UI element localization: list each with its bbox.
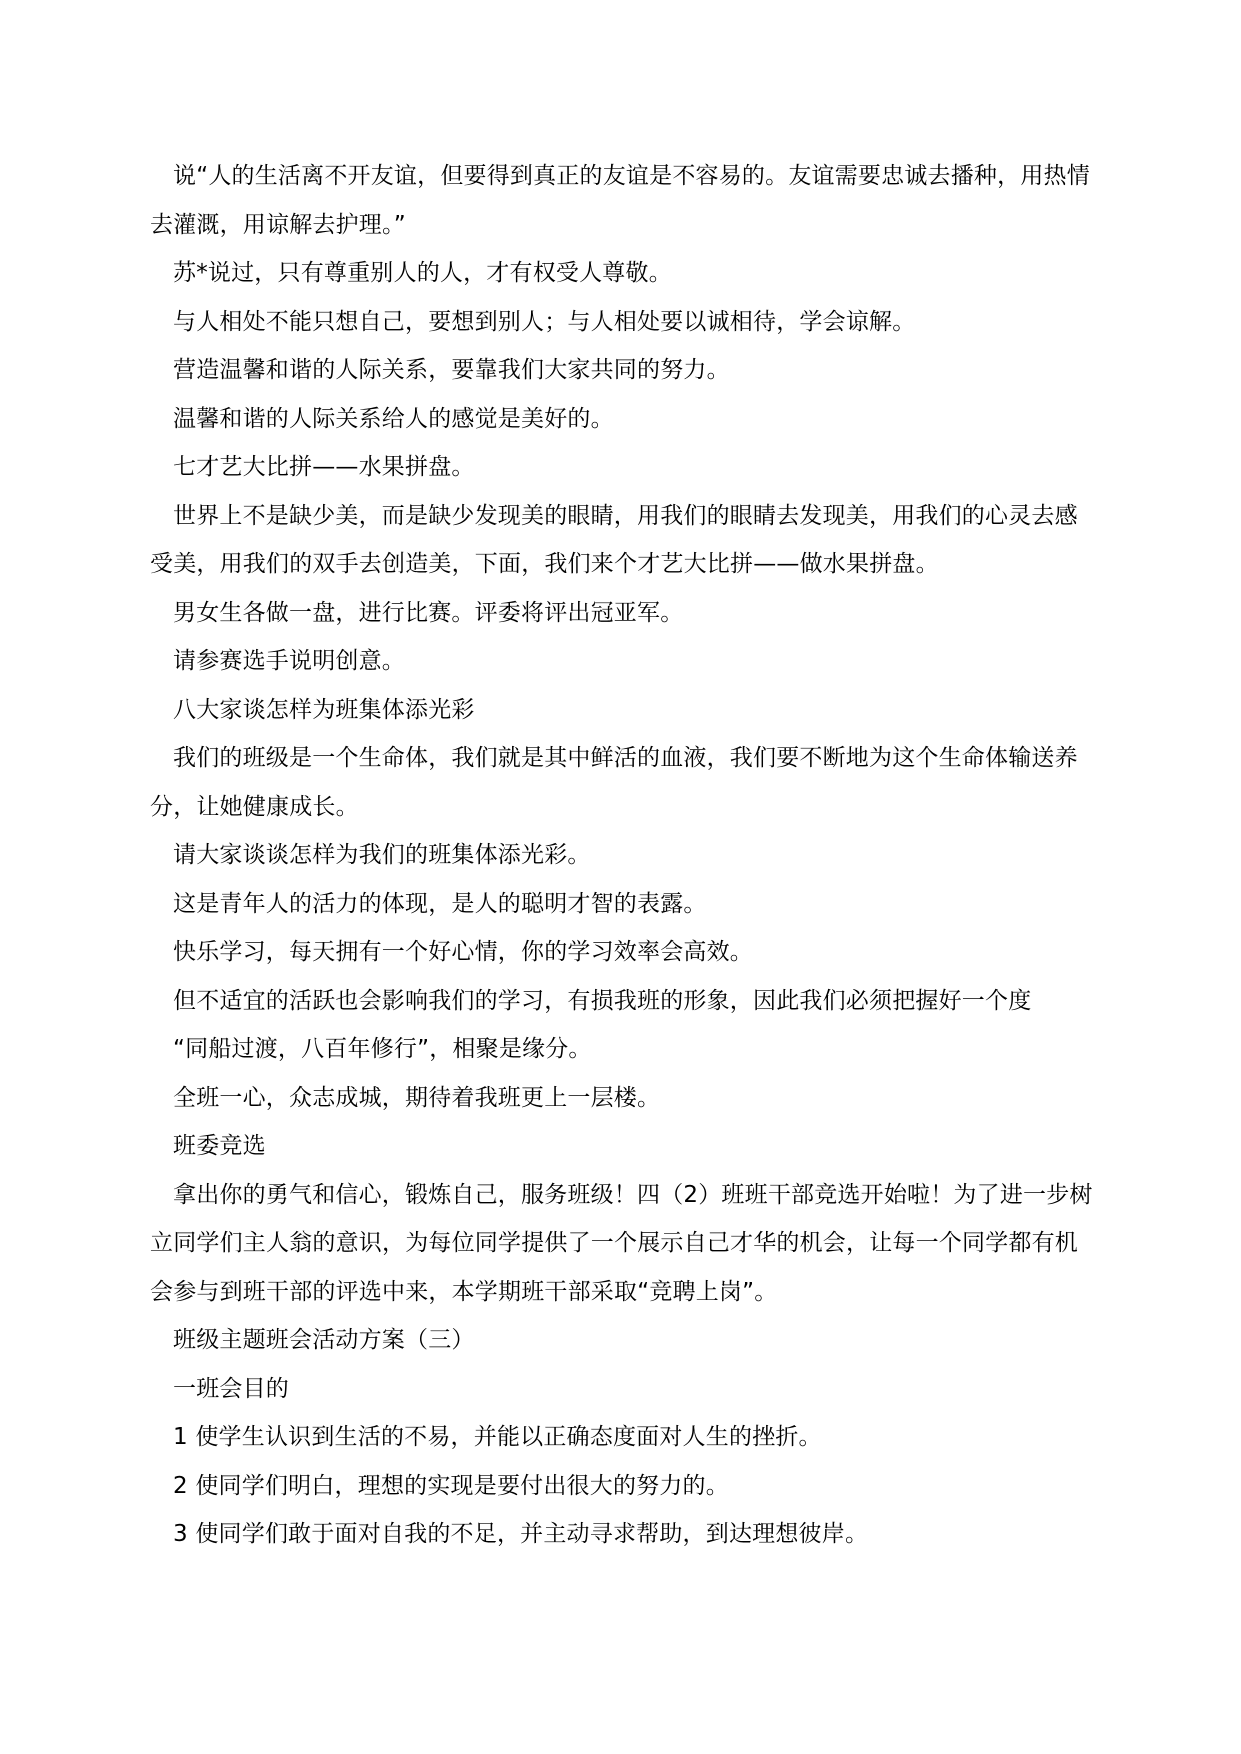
paragraph: 与人相处不能只想自己，要想到别人；与人相处要以诚相待，学会谅解。: [173, 308, 916, 335]
list-item: 3 使同学们敢于面对自我的不足，并主动寻求帮助，到达理想彼岸。: [173, 1521, 869, 1547]
paragraph: 苏*说过，只有尊重别人的人，才有权受人尊敬。: [173, 260, 672, 286]
paragraph: 但不适宜的活跃也会影响我们的学习，有损我班的形象，因此我们必须把握好一个度: [173, 987, 1032, 1014]
list-item: 2 使同学们明白，理想的实现是要付出很大的努力的。: [173, 1472, 729, 1499]
paragraph: 男女生各做一盘，进行比赛。评委将评出冠亚军。: [173, 599, 684, 626]
paragraph: “同船过渡，八百年修行”，相聚是缘分。: [173, 1036, 592, 1062]
paragraph: 请参赛选手说明创意。: [173, 648, 405, 674]
section-heading: 七才艺大比拼——水果拼盘。: [173, 454, 475, 480]
paragraph: 说“人的生活离不开友谊，但要得到真正的友谊是不容易的。友谊需要忠诚去播种，用热情去灌溉，用谅解去护理。”: [150, 163, 1090, 238]
document-body: [150, 152, 1096, 1559]
paragraph: 请大家谈谈怎样为我们的班集体添光彩。: [173, 842, 591, 868]
paragraph: 全班一心，众志成城，期待着我班更上一层楼。: [173, 1084, 661, 1111]
section-heading: 班级主题班会活动方案（三）: [173, 1327, 475, 1353]
paragraph: 拿出你的勇气和信心，锻炼自己，服务班级！四（2）班班干部竞选开始啦！为了进一步树立同学们主人翁的意识，为每位同学提供了一个展示自己才华的机会，让每一个同学都有机会参与到班干部的评选中来，本学期班干部采取“竞聘上岗”。: [150, 1181, 1093, 1305]
paragraph: 世界上不是缺少美，而是缺少发现美的眼睛，用我们的眼睛去发现美，用我们的心灵去感受美，用我们的双手去创造美，下面，我们来个才艺大比拼——做水果拼盘。: [150, 502, 1078, 577]
section-heading: 一班会目的: [173, 1375, 289, 1402]
section-heading: 八大家谈怎样为班集体添光彩: [173, 696, 475, 723]
section-heading: 班委竞选: [173, 1133, 266, 1159]
paragraph: 温馨和谐的人际关系给人的感觉是美好的。: [173, 405, 614, 432]
paragraph: 我们的班级是一个生命体，我们就是其中鲜活的血液，我们要不断地为这个生命体输送养分，让她健康成长。: [150, 745, 1078, 820]
paragraph: 快乐学习，每天拥有一个好心情，你的学习效率会高效。: [173, 939, 753, 965]
paragraph: 营造温馨和谐的人际关系，要靠我们大家共同的努力。: [173, 357, 730, 383]
paragraph: 这是青年人的活力的体现，是人的聪明才智的表露。: [173, 890, 707, 917]
list-item: 1 使学生认识到生活的不易，并能以正确态度面对人生的挫折。: [173, 1424, 822, 1450]
